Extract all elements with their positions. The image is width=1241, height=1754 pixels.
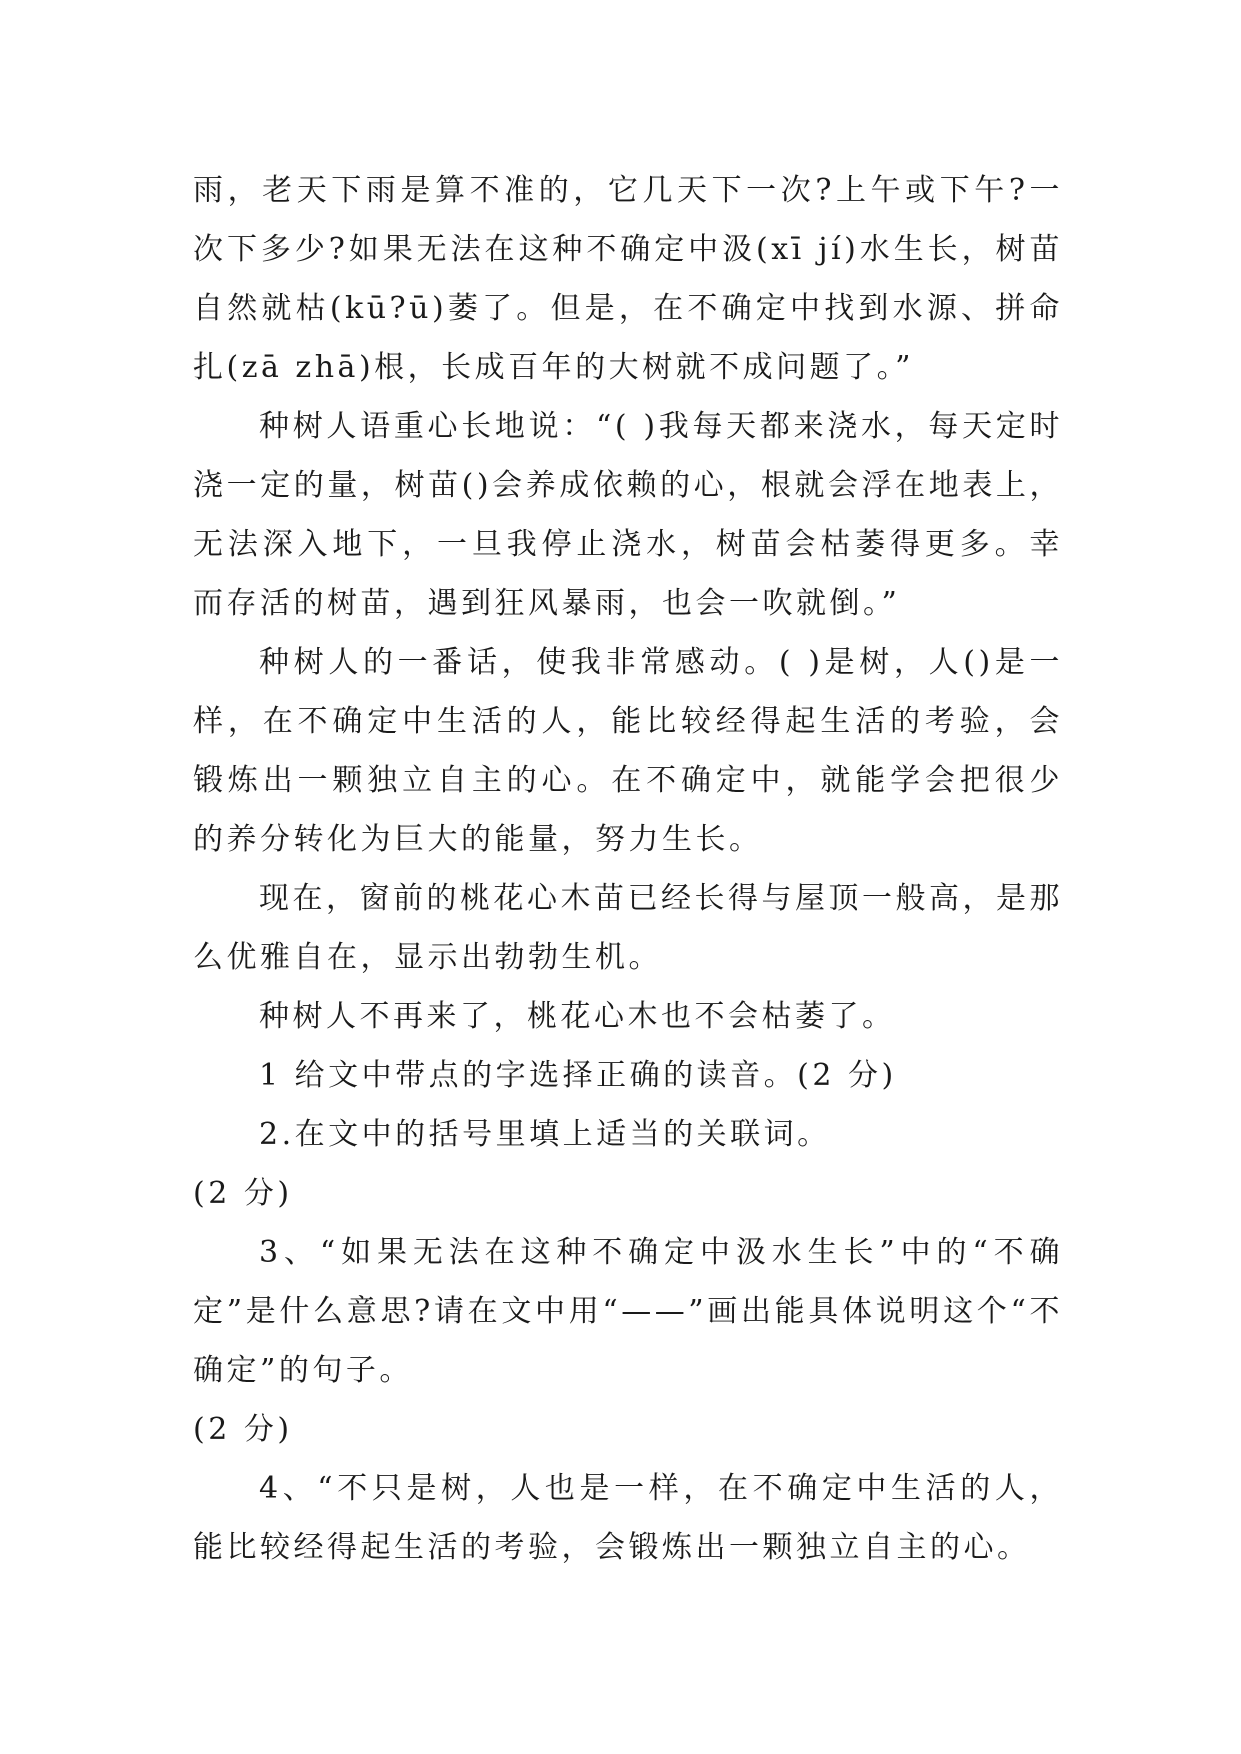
question-2-score: (2 分) xyxy=(193,1176,293,1211)
paragraph-rain-uncertainty: 雨，老天下雨是算不准的，它几天下一次?上午或下午?一次下多少?如果无法在这种不确定中汲(xī jí)水生长，树苗自然就枯(kū?ū)萎了。但是，在不确定中找到水源、拼命扎(zā zhā)根，长成百年的大树就不成问题了。” xyxy=(193,173,1063,385)
question-3: 3、“如果无法在这种不确定中汲水生长”中的“不确定”是什么意思?请在文中用“——”画出能具体说明这个“不确定”的句子。 xyxy=(193,1235,1063,1388)
question-3-score: (2 分) xyxy=(193,1412,293,1447)
question-2: 2.在文中的括号里填上适当的关联词。 xyxy=(259,1117,831,1152)
question-1: 1 给文中带点的字选择正确的读音。(2 分) xyxy=(259,1058,897,1093)
paragraph-planter-gone: 种树人不再来了，桃花心木也不会枯萎了。 xyxy=(259,999,896,1034)
paragraph-tree-planter-speech: 种树人语重心长地说：“( )我每天都来浇水，每天定时浇一定的量，树苗()会养成依赖的心，根就会浮在地表上，无法深入地下，一旦我停止浇水，树苗会枯萎得更多。幸而存活的树苗，遇到狂风暴雨，也会一吹就倒。” xyxy=(193,409,1063,621)
question-4: 4、“不只是树，人也是一样，在不确定中生活的人，能比较经得起生活的考验，会锻炼出一颗独立自主的心。 xyxy=(193,1471,1063,1565)
paragraph-moved-by-words: 种树人的一番话，使我非常感动。( )是树，人()是一样，在不确定中生活的人，能比较经得起生活的考验，会锻炼出一颗独立自主的心。在不确定中，就能学会把很少的养分转化为巨大的能量，努力生长。 xyxy=(193,645,1063,857)
paragraph-seedlings-now: 现在，窗前的桃花心木苗已经长得与屋顶一般高，是那么优雅自在，显示出勃勃生机。 xyxy=(193,881,1063,975)
document-body xyxy=(193,161,1063,1577)
